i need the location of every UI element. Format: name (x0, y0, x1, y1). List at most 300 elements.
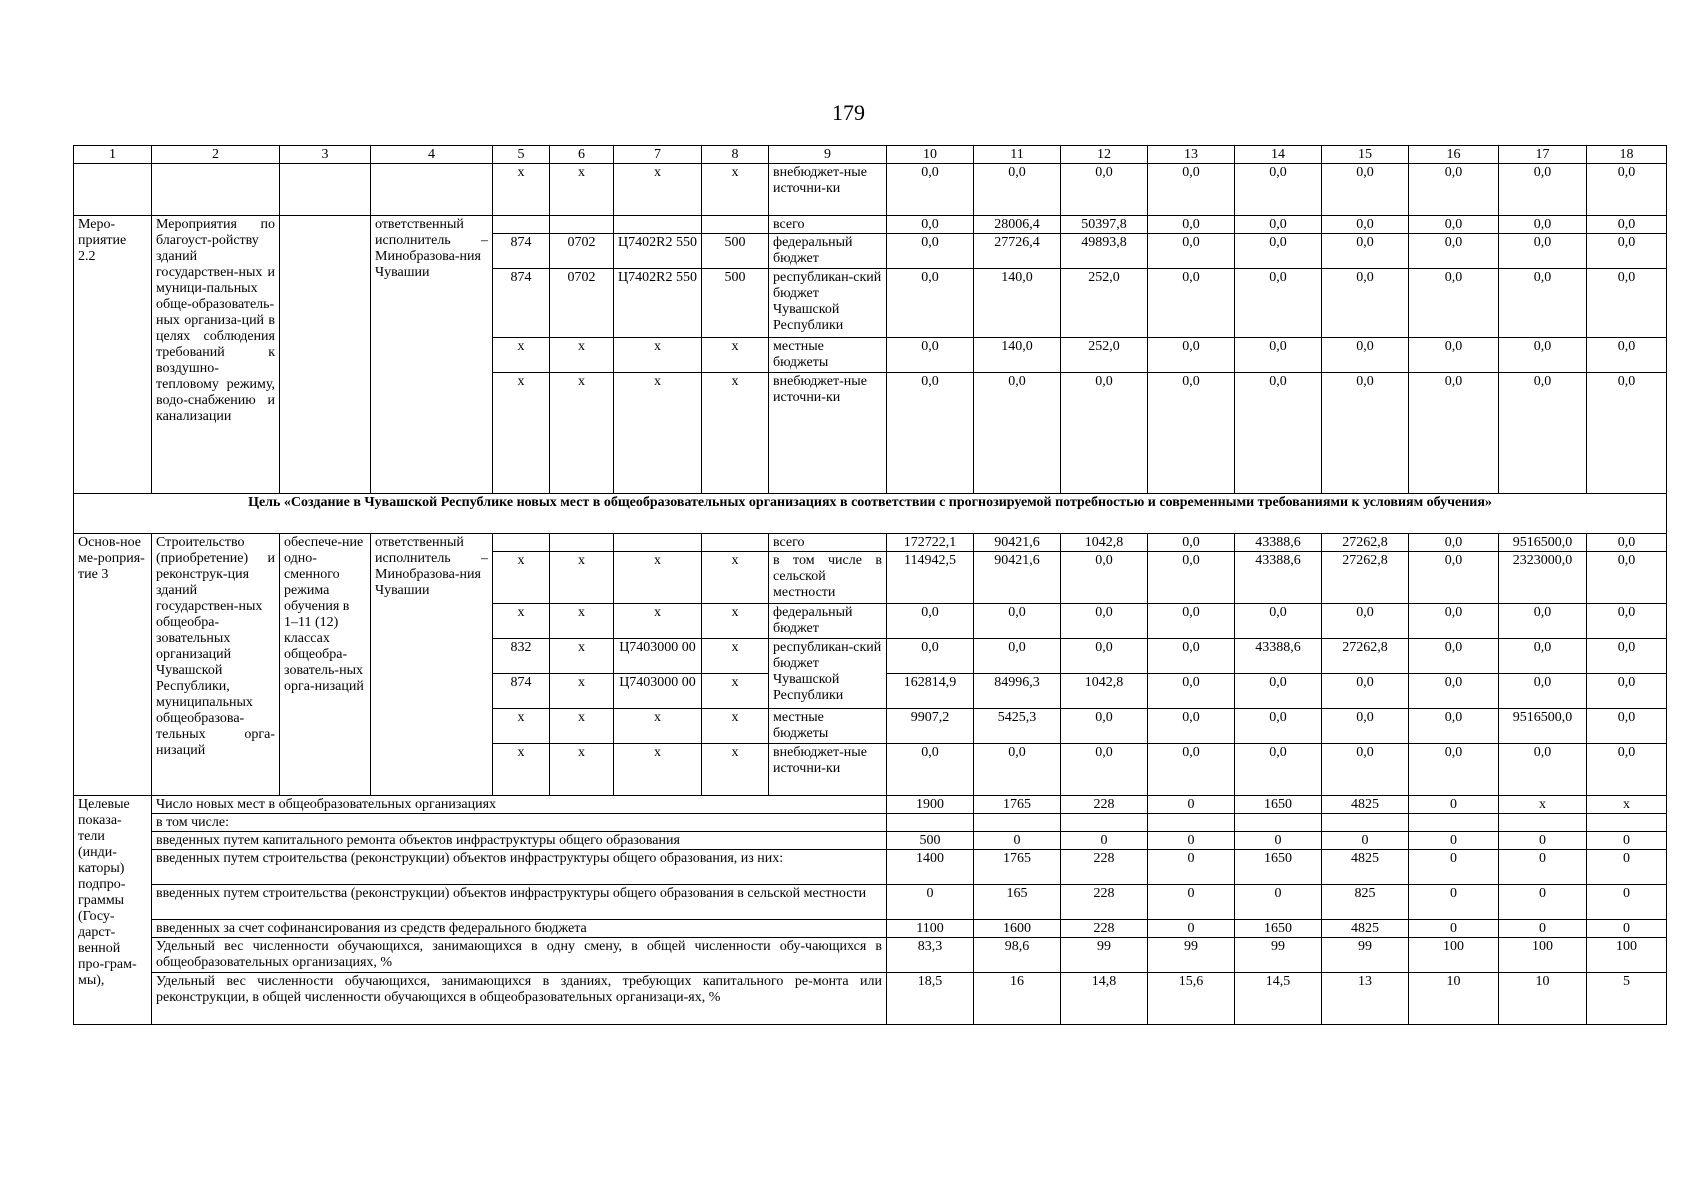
value-cell: 4825 (1322, 920, 1409, 938)
measure-name: Меро-приятие 2.2 (74, 216, 152, 494)
value-cell: 5425,3 (974, 709, 1061, 744)
code-cell: x (702, 338, 769, 373)
empty-cell (74, 164, 152, 216)
column-number: 15 (1322, 146, 1409, 164)
value-cell: 0,0 (1322, 216, 1409, 234)
value-cell: 1765 (974, 850, 1061, 885)
value-cell: 0,0 (1148, 164, 1235, 216)
code-cell: x (614, 164, 702, 216)
value-cell: 0,0 (1148, 534, 1235, 552)
value-cell: 0,0 (1499, 216, 1587, 234)
budget-table (73, 145, 1667, 1025)
measure-result (280, 216, 371, 494)
value-cell: 5 (1587, 973, 1667, 1025)
value-cell: 0,0 (1322, 234, 1409, 269)
code-cell (614, 534, 702, 552)
value-cell: 0,0 (1061, 639, 1148, 674)
value-cell: 43388,6 (1235, 552, 1322, 604)
code-cell (702, 534, 769, 552)
code-cell: x (493, 604, 550, 639)
code-cell: 500 (702, 269, 769, 338)
indicator-row (74, 814, 1667, 832)
value-cell: 0,0 (1148, 269, 1235, 338)
code-cell: x (702, 639, 769, 674)
indicator-text: введенных путем строительства (реконструкции) объектов инфраструктуры общего образования, из них: (152, 850, 887, 885)
value-cell: 43388,6 (1235, 534, 1322, 552)
value-cell: 0,0 (1148, 234, 1235, 269)
indicator-text: в том числе: (152, 814, 887, 832)
value-cell: 2323000,0 (1499, 552, 1587, 604)
value-cell: 4825 (1322, 850, 1409, 885)
code-cell: 832 (493, 639, 550, 674)
value-cell: 0,0 (1322, 373, 1409, 494)
column-number: 11 (974, 146, 1061, 164)
value-cell: 0 (1061, 832, 1148, 850)
value-cell (1061, 814, 1148, 832)
value-cell: 0 (1499, 920, 1587, 938)
value-cell: 90421,6 (974, 534, 1061, 552)
code-cell (550, 534, 614, 552)
measure-executor: ответственный исполнитель – Минобразова-ния Чувашии (371, 216, 493, 494)
value-cell: 0,0 (1587, 604, 1667, 639)
value-cell: 0,0 (1587, 552, 1667, 604)
value-cell: 0,0 (887, 216, 974, 234)
value-cell: 0,0 (1235, 709, 1322, 744)
value-cell: 15,6 (1148, 973, 1235, 1025)
value-cell: 1900 (887, 796, 974, 814)
column-number: 18 (1587, 146, 1667, 164)
measure-executor: ответственный исполнитель – Минобразова-ния Чувашии (371, 534, 493, 796)
value-cell: 9516500,0 (1499, 709, 1587, 744)
value-cell: 0,0 (887, 373, 974, 494)
value-cell: 0,0 (1409, 744, 1499, 796)
code-cell (493, 216, 550, 234)
value-cell: 27262,8 (1322, 639, 1409, 674)
value-cell: 10 (1409, 973, 1499, 1025)
indicator-row (74, 920, 1667, 938)
value-cell: 100 (1587, 938, 1667, 973)
value-cell: x (1587, 796, 1667, 814)
code-cell: x (550, 373, 614, 494)
indicator-text: введенных путем строительства (реконструкции) объектов инфраструктуры общего образования в сельской местности (152, 885, 887, 920)
value-cell: 0,0 (887, 604, 974, 639)
value-cell: 0,0 (1322, 674, 1409, 709)
value-cell: 0 (1322, 832, 1409, 850)
indicator-text: Удельный вес численности обучающихся, занимающихся в зданиях, требующих капитального ре-монта или реконструкции, в общей численности обучающихся в общеобразовательных организаци-ях, % (152, 973, 887, 1025)
value-cell: 0 (1587, 832, 1667, 850)
value-cell: 43388,6 (1235, 639, 1322, 674)
value-cell: 98,6 (974, 938, 1061, 973)
value-cell: 0,0 (1409, 373, 1499, 494)
column-number: 10 (887, 146, 974, 164)
value-cell: 0,0 (1409, 164, 1499, 216)
value-cell: 0,0 (1499, 674, 1587, 709)
source-cell: местные бюджеты (769, 338, 887, 373)
value-cell: 0,0 (1409, 674, 1499, 709)
value-cell: 0,0 (974, 744, 1061, 796)
goal-row (74, 494, 1667, 534)
value-cell: 0 (1148, 850, 1235, 885)
value-cell: 1400 (887, 850, 974, 885)
value-cell: 0,0 (1235, 216, 1322, 234)
value-cell: 0,0 (1587, 744, 1667, 796)
header-row (74, 146, 1667, 164)
value-cell: 0,0 (1148, 709, 1235, 744)
source-cell: внебюджет-ные источни-ки (769, 164, 887, 216)
column-number: 8 (702, 146, 769, 164)
value-cell: 0,0 (974, 604, 1061, 639)
column-number: 12 (1061, 146, 1148, 164)
code-cell: Ц7402R2 550 (614, 269, 702, 338)
value-cell: 14,8 (1061, 973, 1148, 1025)
value-cell: 0,0 (887, 234, 974, 269)
value-cell: 0,0 (1409, 604, 1499, 639)
value-cell: 0 (1587, 920, 1667, 938)
value-cell: 0,0 (887, 338, 974, 373)
value-cell: 0,0 (1499, 639, 1587, 674)
value-cell: 228 (1061, 885, 1148, 920)
indicator-row (74, 850, 1667, 885)
value-cell: 90421,6 (974, 552, 1061, 604)
column-number: 2 (152, 146, 280, 164)
value-cell: 0,0 (1061, 164, 1148, 216)
value-cell: x (1499, 796, 1587, 814)
value-cell (1409, 814, 1499, 832)
value-cell: 0,0 (1587, 216, 1667, 234)
value-cell: 0,0 (1148, 604, 1235, 639)
value-cell: 228 (1061, 920, 1148, 938)
column-number: 17 (1499, 146, 1587, 164)
value-cell: 84996,3 (974, 674, 1061, 709)
indicator-row (74, 796, 1667, 814)
value-cell: 0,0 (1499, 373, 1587, 494)
code-cell: 0702 (550, 269, 614, 338)
value-cell: 10 (1499, 973, 1587, 1025)
value-cell: 0 (1148, 832, 1235, 850)
value-cell: 0,0 (1322, 604, 1409, 639)
value-cell: 99 (1148, 938, 1235, 973)
measure-name: Основ-ное ме-роприя-тие 3 (74, 534, 152, 796)
value-cell: 0,0 (1499, 338, 1587, 373)
column-number: 4 (371, 146, 493, 164)
column-number: 13 (1148, 146, 1235, 164)
value-cell: 0,0 (1061, 744, 1148, 796)
value-cell: 252,0 (1061, 269, 1148, 338)
value-cell: 1042,8 (1061, 534, 1148, 552)
value-cell: 0,0 (1499, 604, 1587, 639)
value-cell: 140,0 (974, 338, 1061, 373)
value-cell: 0 (1409, 920, 1499, 938)
value-cell: 0,0 (1061, 552, 1148, 604)
value-cell: 0,0 (1235, 674, 1322, 709)
value-cell: 18,5 (887, 973, 974, 1025)
value-cell: 0,0 (1499, 269, 1587, 338)
value-cell: 0,0 (1409, 709, 1499, 744)
value-cell: 0,0 (974, 639, 1061, 674)
code-cell: x (550, 552, 614, 604)
value-cell: 0,0 (887, 639, 974, 674)
value-cell: 0,0 (1409, 552, 1499, 604)
value-cell: 0,0 (1235, 744, 1322, 796)
measure22-row (74, 216, 1667, 234)
value-cell: 49893,8 (1061, 234, 1148, 269)
value-cell (1148, 814, 1235, 832)
code-cell: Ц7403000 00 (614, 674, 702, 709)
value-cell: 0,0 (1587, 709, 1667, 744)
code-cell: x (493, 709, 550, 744)
code-cell: x (702, 674, 769, 709)
empty-cell (371, 164, 493, 216)
value-cell: 0,0 (1061, 709, 1148, 744)
value-cell: 0,0 (1587, 338, 1667, 373)
value-cell: 0 (1499, 832, 1587, 850)
value-cell: 140,0 (974, 269, 1061, 338)
value-cell: 172722,1 (887, 534, 974, 552)
value-cell: 0,0 (887, 744, 974, 796)
value-cell: 0,0 (1587, 164, 1667, 216)
value-cell: 228 (1061, 796, 1148, 814)
source-cell: внебюджет-ные источни-ки (769, 373, 887, 494)
value-cell: 0 (1409, 832, 1499, 850)
value-cell: 0,0 (1322, 269, 1409, 338)
value-cell: 1765 (974, 796, 1061, 814)
value-cell: 0,0 (1148, 552, 1235, 604)
value-cell: 0 (1148, 920, 1235, 938)
value-cell (1235, 814, 1322, 832)
value-cell: 0,0 (1587, 534, 1667, 552)
code-cell: x (550, 744, 614, 796)
page-number: 179 (832, 100, 865, 125)
column-number: 3 (280, 146, 371, 164)
value-cell: 50397,8 (1061, 216, 1148, 234)
value-cell: 0,0 (1499, 744, 1587, 796)
value-cell: 0,0 (1409, 534, 1499, 552)
code-cell: x (702, 373, 769, 494)
code-cell: 874 (493, 269, 550, 338)
value-cell (1499, 814, 1587, 832)
value-cell (1587, 814, 1667, 832)
value-cell: 0,0 (1235, 234, 1322, 269)
code-cell: x (550, 338, 614, 373)
value-cell: 0 (1587, 885, 1667, 920)
value-cell: 0 (1587, 850, 1667, 885)
code-cell (702, 216, 769, 234)
code-cell: x (550, 164, 614, 216)
value-cell: 0,0 (1148, 216, 1235, 234)
source-cell: внебюджет-ные источни-ки (769, 744, 887, 796)
code-cell: x (614, 709, 702, 744)
value-cell: 9516500,0 (1499, 534, 1587, 552)
column-number: 7 (614, 146, 702, 164)
source-cell: федеральный бюджет (769, 234, 887, 269)
code-cell: x (550, 604, 614, 639)
code-cell: x (702, 709, 769, 744)
value-cell: 0,0 (974, 373, 1061, 494)
code-cell: x (493, 744, 550, 796)
value-cell: 0,0 (1061, 604, 1148, 639)
code-cell: x (702, 604, 769, 639)
value-cell: 0,0 (1409, 216, 1499, 234)
code-cell: x (614, 373, 702, 494)
column-number: 1 (74, 146, 152, 164)
value-cell: 28006,4 (974, 216, 1061, 234)
code-cell: x (702, 744, 769, 796)
code-cell: x (614, 552, 702, 604)
source-cell: всего (769, 534, 887, 552)
value-cell: 83,3 (887, 938, 974, 973)
indicators-label: Целевые показа-тели (инди-каторы) подпро-граммы (Госу-дарст-венной про-грам-мы), (74, 796, 152, 1025)
code-cell: x (550, 639, 614, 674)
value-cell: 0,0 (887, 269, 974, 338)
code-cell (614, 216, 702, 234)
value-cell: 4825 (1322, 796, 1409, 814)
measure3-row (74, 534, 1667, 552)
empty-cell (280, 164, 371, 216)
code-cell: x (493, 552, 550, 604)
value-cell (974, 814, 1061, 832)
indicator-row (74, 938, 1667, 973)
code-cell: x (493, 164, 550, 216)
code-cell: x (493, 338, 550, 373)
value-cell: 0,0 (1148, 744, 1235, 796)
value-cell: 9907,2 (887, 709, 974, 744)
value-cell: 500 (887, 832, 974, 850)
value-cell: 99 (1061, 938, 1148, 973)
value-cell: 0 (887, 885, 974, 920)
value-cell: 0,0 (1322, 744, 1409, 796)
column-number: 5 (493, 146, 550, 164)
value-cell: 99 (1235, 938, 1322, 973)
value-cell: 0,0 (1061, 373, 1148, 494)
indicator-row (74, 885, 1667, 920)
value-cell: 0 (1235, 885, 1322, 920)
value-cell: 16 (974, 973, 1061, 1025)
code-cell: x (614, 744, 702, 796)
value-cell: 27726,4 (974, 234, 1061, 269)
value-cell: 0,0 (1148, 338, 1235, 373)
value-cell: 1600 (974, 920, 1061, 938)
value-cell: 0 (1409, 850, 1499, 885)
value-cell (1322, 814, 1409, 832)
value-cell: 0,0 (1235, 338, 1322, 373)
code-cell (493, 534, 550, 552)
column-number: 9 (769, 146, 887, 164)
value-cell: 27262,8 (1322, 534, 1409, 552)
value-cell: 0,0 (1499, 234, 1587, 269)
value-cell: 0 (1499, 885, 1587, 920)
value-cell: 1042,8 (1061, 674, 1148, 709)
value-cell: 0 (1499, 850, 1587, 885)
code-cell: 500 (702, 234, 769, 269)
table-row (74, 164, 1667, 216)
value-cell: 0 (1409, 885, 1499, 920)
value-cell: 99 (1322, 938, 1409, 973)
value-cell: 0 (1148, 885, 1235, 920)
code-cell: x (614, 604, 702, 639)
value-cell: 0,0 (1322, 164, 1409, 216)
value-cell: 0,0 (1235, 164, 1322, 216)
value-cell: 100 (1499, 938, 1587, 973)
source-cell: всего (769, 216, 887, 234)
value-cell: 0,0 (1148, 373, 1235, 494)
measure-title: Строительство (приобретение) и реконструк-ция зданий государствен-ных общеобра-зовательных организаций Чувашской Республики, муниципальных общеобразова-тельных орга-низаций (152, 534, 280, 796)
value-cell: 0,0 (1499, 164, 1587, 216)
value-cell: 0 (1148, 796, 1235, 814)
value-cell: 252,0 (1061, 338, 1148, 373)
value-cell: 0,0 (1148, 674, 1235, 709)
value-cell: 0,0 (1587, 674, 1667, 709)
value-cell: 0,0 (1322, 338, 1409, 373)
value-cell: 162814,9 (887, 674, 974, 709)
value-cell: 165 (974, 885, 1061, 920)
code-cell: x (493, 373, 550, 494)
value-cell: 100 (1409, 938, 1499, 973)
value-cell: 0,0 (1587, 234, 1667, 269)
code-cell: 874 (493, 234, 550, 269)
code-cell: 0702 (550, 234, 614, 269)
code-cell: x (702, 552, 769, 604)
column-number: 14 (1235, 146, 1322, 164)
code-cell: x (550, 674, 614, 709)
value-cell: 0,0 (1409, 639, 1499, 674)
value-cell: 0,0 (1235, 604, 1322, 639)
goal-text: Цель «Создание в Чувашской Республике новых мест в общеобразовательных организациях в соответствии с прогнозируемой потребностью и современными требованиями к условиям обучения» (74, 494, 1667, 534)
indicator-row (74, 973, 1667, 1025)
value-cell: 0,0 (1587, 269, 1667, 338)
code-cell: Ц7402R2 550 (614, 234, 702, 269)
value-cell: 1650 (1235, 796, 1322, 814)
measure-title: Мероприятия по благоуст-ройству зданий государствен-ных и муници-пальных обще-образователь-ных организа-ций в целях соблюдения требований к воздушно-тепловому режиму, водо-снабжению и канализации (152, 216, 280, 494)
value-cell: 228 (1061, 850, 1148, 885)
empty-cell (152, 164, 280, 216)
value-cell: 0 (974, 832, 1061, 850)
value-cell: 114942,5 (887, 552, 974, 604)
code-cell: 874 (493, 674, 550, 709)
source-cell: республикан-ский бюджет Чувашской Республики (769, 639, 887, 709)
value-cell: 27262,8 (1322, 552, 1409, 604)
indicator-row (74, 832, 1667, 850)
column-number: 6 (550, 146, 614, 164)
value-cell: 1650 (1235, 920, 1322, 938)
source-cell: республикан-ский бюджет Чувашской Республики (769, 269, 887, 338)
column-number: 16 (1409, 146, 1499, 164)
value-cell: 0,0 (887, 164, 974, 216)
value-cell: 1650 (1235, 850, 1322, 885)
measure-result: обеспече-ние одно-сменного режима обучения в 1–11 (12) классах общеобра-зователь-ных орга-низаций (280, 534, 371, 796)
value-cell: 0,0 (1409, 269, 1499, 338)
value-cell: 0,0 (1587, 639, 1667, 674)
code-cell: x (550, 709, 614, 744)
code-cell: Ц7403000 00 (614, 639, 702, 674)
indicator-text: введенных за счет софинансирования из средств федерального бюджета (152, 920, 887, 938)
indicator-text: Число новых мест в общеобразовательных организациях (152, 796, 887, 814)
value-cell: 0,0 (1409, 338, 1499, 373)
value-cell: 0 (1235, 832, 1322, 850)
value-cell: 0,0 (1235, 269, 1322, 338)
value-cell: 1100 (887, 920, 974, 938)
source-cell: местные бюджеты (769, 709, 887, 744)
code-cell (550, 216, 614, 234)
value-cell: 0,0 (1235, 373, 1322, 494)
value-cell: 0,0 (1409, 234, 1499, 269)
value-cell: 14,5 (1235, 973, 1322, 1025)
value-cell: 0,0 (974, 164, 1061, 216)
source-cell: в том числе в сельской местности (769, 552, 887, 604)
code-cell: x (614, 338, 702, 373)
value-cell: 13 (1322, 973, 1409, 1025)
code-cell: x (702, 164, 769, 216)
value-cell: 0,0 (1587, 373, 1667, 494)
